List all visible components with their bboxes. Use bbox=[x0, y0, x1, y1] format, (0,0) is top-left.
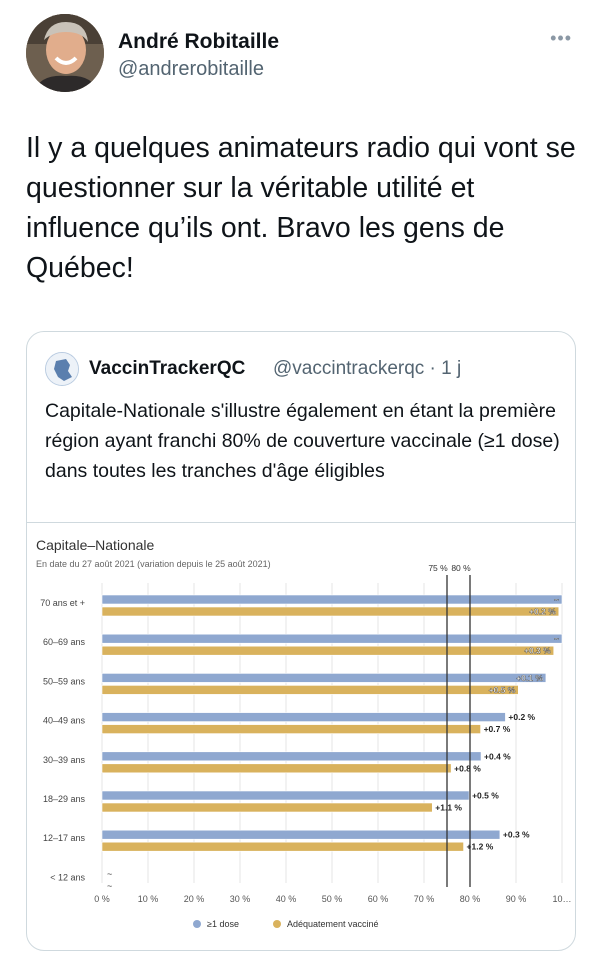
legend-swatch bbox=[273, 920, 281, 928]
bar-fully-vaccinated bbox=[102, 685, 518, 694]
y-category-label: 60–69 ans bbox=[42, 637, 85, 648]
legend-swatch bbox=[193, 920, 201, 928]
bar-data-label: ~ bbox=[107, 880, 113, 891]
bar-data-label: ~ bbox=[107, 868, 113, 879]
bar-data-label: ~ bbox=[554, 594, 559, 605]
x-tick-label: 90 % bbox=[505, 894, 527, 904]
bar-first-dose bbox=[102, 713, 505, 722]
x-tick-label: 10… bbox=[552, 894, 572, 904]
bar-data-label: ~ bbox=[554, 633, 559, 644]
y-category-label: 40–49 ans bbox=[42, 715, 85, 726]
bar-data-label: +0.1 % bbox=[516, 672, 543, 683]
bar-data-label: +0.5 % bbox=[472, 790, 499, 801]
reference-line-label: 80 % bbox=[451, 563, 471, 573]
x-tick-label: 50 % bbox=[321, 894, 343, 904]
bar-fully-vaccinated bbox=[102, 764, 451, 773]
x-tick-label: 80 % bbox=[459, 894, 481, 904]
bar-fully-vaccinated bbox=[102, 646, 554, 655]
bar-data-label: +1.2 % bbox=[466, 841, 494, 852]
author-avatar[interactable] bbox=[26, 14, 104, 92]
quoted-author-handle[interactable]: @vaccintrackerqc · 1 j bbox=[273, 358, 462, 379]
y-category-label: 30–39 ans bbox=[42, 754, 85, 765]
bar-fully-vaccinated bbox=[102, 607, 559, 616]
y-category-label: 70 ans et + bbox=[40, 598, 85, 608]
quoted-tweet-text: Capitale-Nationale s'illustre également en étant la première région ayant franchi 80% de couverture vaccinale (≥1 dose) dans toutes les tranches d'âge éligibles bbox=[45, 400, 560, 482]
bar-first-dose bbox=[102, 791, 469, 800]
quoted-author-name[interactable]: VaccinTrackerQC bbox=[89, 358, 246, 379]
legend-label: ≥1 dose bbox=[207, 919, 239, 929]
y-category-label: < 12 ans bbox=[50, 872, 85, 883]
chart-svg bbox=[27, 523, 575, 951]
x-tick-label: 60 % bbox=[367, 894, 389, 904]
y-category-label: 12–17 ans bbox=[42, 833, 85, 844]
quoted-tweet-header bbox=[45, 352, 565, 388]
bar-first-dose bbox=[102, 595, 562, 604]
quoted-tweet[interactable] bbox=[26, 331, 576, 951]
bar-data-label: +0.2 % bbox=[508, 712, 536, 723]
quoted-avatar[interactable] bbox=[45, 352, 79, 386]
more-horizontal-icon[interactable]: ••• bbox=[550, 28, 572, 48]
y-category-label: 18–29 ans bbox=[42, 794, 85, 804]
bar-data-label: +0.2 % bbox=[529, 606, 556, 617]
chart-subtitle: En date du 27 août 2021 (variation depuis le 25 août 2021) bbox=[36, 559, 271, 569]
author-name[interactable]: André Robitaille bbox=[118, 30, 280, 53]
bar-data-label: +0.7 % bbox=[483, 724, 511, 735]
chart-title: Capitale–Nationale bbox=[36, 537, 155, 553]
x-tick-label: 20 % bbox=[183, 894, 205, 904]
x-tick-label: 70 % bbox=[413, 894, 435, 904]
bar-first-dose bbox=[102, 673, 546, 682]
bar-fully-vaccinated bbox=[102, 803, 432, 812]
bar-data-label: +0.4 % bbox=[484, 751, 511, 762]
bar-data-label: +1.1 % bbox=[435, 802, 462, 813]
x-tick-label: 10 % bbox=[137, 894, 159, 904]
bar-first-dose bbox=[102, 752, 481, 761]
x-tick-label: 40 % bbox=[275, 894, 297, 904]
bar-first-dose bbox=[102, 830, 500, 839]
bar-fully-vaccinated bbox=[102, 842, 464, 851]
bar-first-dose bbox=[102, 634, 562, 643]
legend-label: Adéquatement vacciné bbox=[287, 919, 379, 929]
tweet-text: Il y a quelques animateurs radio qui vont se questionner sur la véritable utilité et influence qu’ils ont. Bravo les gens de Québec! bbox=[26, 132, 576, 284]
bar-fully-vaccinated bbox=[102, 725, 481, 734]
author-handle[interactable]: @andrerobitaille bbox=[118, 58, 264, 80]
bar-data-label: +0.3 % bbox=[524, 645, 551, 656]
tweet-header bbox=[26, 14, 576, 98]
reference-line-label: 75 % bbox=[428, 563, 448, 573]
bar-data-label: +0.8 % bbox=[454, 763, 481, 774]
x-tick-label: 30 % bbox=[229, 894, 251, 904]
y-category-label: 50–59 ans bbox=[42, 676, 85, 687]
vaccination-chart[interactable] bbox=[27, 522, 575, 951]
x-tick-label: 0 % bbox=[94, 894, 110, 904]
bar-data-label: +0.3 % bbox=[502, 829, 530, 840]
bar-data-label: +0.5 % bbox=[488, 684, 516, 695]
